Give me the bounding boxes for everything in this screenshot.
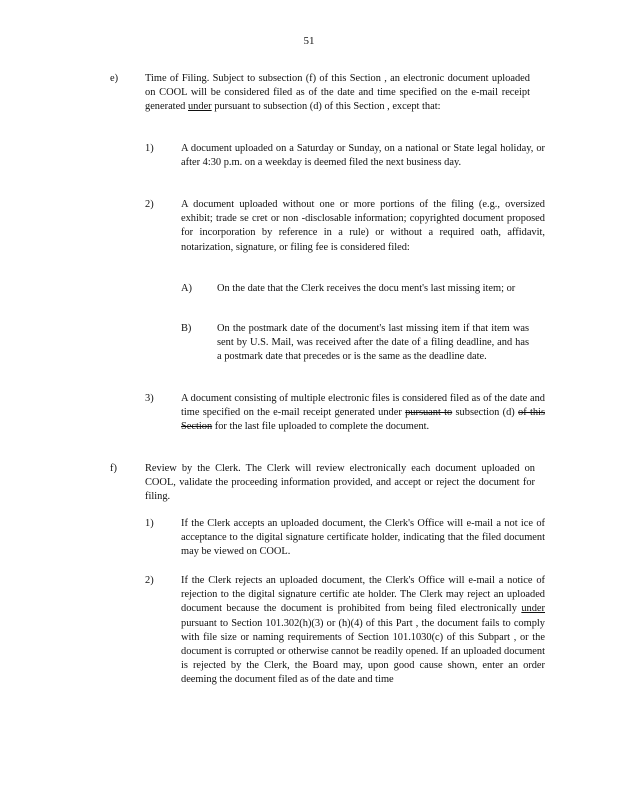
section-f-label: f) [110, 463, 117, 474]
section-e-label: e) [110, 73, 119, 84]
page-number: 51 [303, 35, 315, 47]
document-page: 51 e) Time of Filing. Subject to subsection (f) of this Section , an electronic document uploaded on COOL will be considered filed as of the date and time specified on the e-mail receipt generated under pursuant to subsection (d) of this Section , except that: 1) A document uploaded on a Saturday or Sunday, on a national or State legal holiday, or after 4:30 p.m. on a weekday is deemed filed the next business day. 2) A document uploaded without one or more portions of the filing (e.g., oversized exhibit; trade se cret or non -disclosable information; copyrighted document proposed for incorporation by reference in a rule) or without a required oath, affidavit, notarization, signature, or filing fee is considered filed: A) On the date that the Clerk receives the docu ment's last missing item; or B) On the postmark date of the document's last missing item if that item was sent by U.S. Mail, was received after the date of a filing deadline, and has a postmark date that precedes or is the same as the deadline date. 3) A document consisting of multiple electronic files is considered filed as of the date and time specified on the e-mail receipt generated under pursuant to subsection (d) of this Section for the last file uploaded to complete the document. f) Review by the Clerk. The Clerk will review electronically each document uploaded on COOL, validate the proceeding information provided, and accept or reject the document for filing. 1) If the Clerk accepts an uploaded document, the Clerk's Office will e-mail a not ice of acceptance to the digital signature certificate holder, indicating that the filed document may be viewed on COOL. 2) If the Clerk rejects an uploaded document, the Clerk's Office will e-mail a notice of rejection to the digital signature certific ate holder. The Clerk may reject an uploaded document because the document is prohibited from being filed electronically under pursuant to Section 101.302(h)(3) or (h)(4) of this Part , the document fails to comply with file size or naming requirements of Section 101.1030(c) of this Subpart , or the document is corrupted or otherwise cannot be readily opened. If an uploaded document is rejected by the Clerk, the Board may, upon good cause shown, enter an order deeming the document filed as of the date and time [0, 0, 618, 800]
section-f-intro: Review by the Clerk. The Clerk will review electronically each document uploaded on COOL, validate the proceeding information provided, and accept or reject the document for filing. [145, 463, 535, 503]
section-e-intro: Time of Filing. Subject to subsection (f) of this Section , an electronic document uploaded on COOL will be considered filed as of the date and time specified on the e-mail receipt generated under pursuant to subsection (d) of this Section , except that: [145, 73, 530, 113]
